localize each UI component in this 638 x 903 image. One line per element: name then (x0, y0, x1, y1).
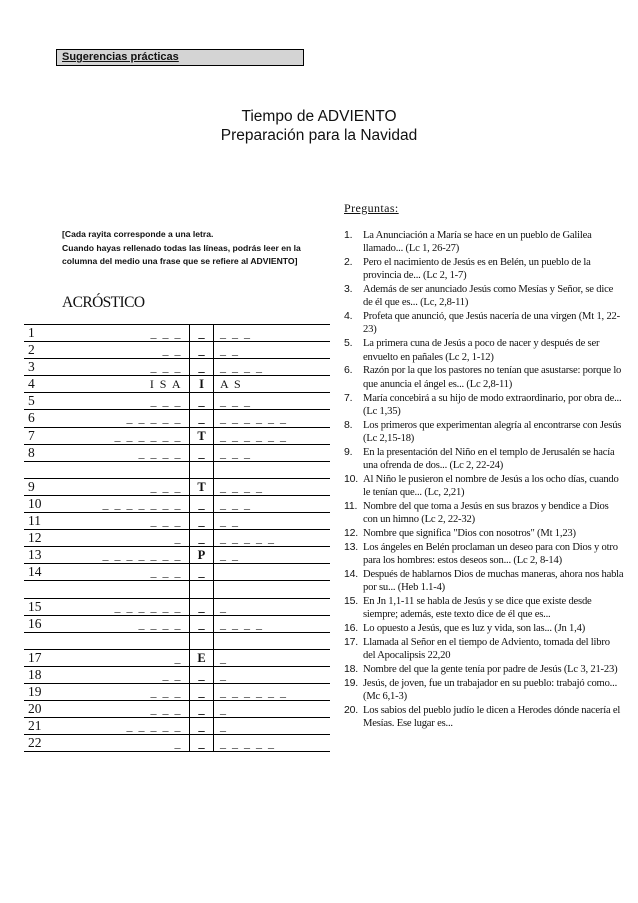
acrostic-row (24, 650, 330, 667)
question-item (344, 364, 624, 390)
acrostic-row-number: 18 (28, 666, 42, 682)
instructions (62, 228, 327, 269)
question-item (344, 622, 624, 635)
acrostic-right-blanks: _ _ (220, 343, 240, 358)
question-item (344, 595, 624, 621)
acrostic-row (24, 393, 330, 410)
page-title (0, 107, 638, 145)
question-text: Llamada al Señor en el tiempo de Adviento, tomada del libro del Apocalipsis 22,20 (363, 637, 610, 662)
acrostic-middle-column (189, 580, 214, 598)
question-item (344, 663, 624, 676)
acrostic-heading: ACRÓSTICO (62, 294, 145, 311)
acrostic-right-blanks: _ _ _ _ (220, 616, 264, 631)
acrostic-row (24, 684, 330, 701)
instructions-line-2: Cuando hayas rellenado todas las líneas, podrás leer en la (62, 242, 301, 253)
acrostic-row-number: 4 (28, 376, 35, 392)
acrostic-right-blanks: _ (220, 702, 228, 717)
question-text: Además de ser anunciado Jesús como Mesías y Señor, se dice de él que es... (Lc, 2,8-11) (363, 284, 614, 309)
acrostic-row (24, 547, 330, 564)
question-number: 19. (344, 677, 358, 690)
acrostic-row (24, 616, 330, 633)
question-item (344, 527, 624, 540)
acrostic-middle-letter: _ (198, 565, 205, 580)
acrostic-grid (24, 324, 330, 752)
acrostic-row-number: 7 (28, 427, 35, 443)
question-number: 3. (344, 283, 353, 296)
title-line-1: Tiempo de ADVIENTO (241, 108, 397, 125)
acrostic-left-blanks: _ _ _ _ _ _ (114, 428, 182, 443)
acrostic-row-number: 19 (28, 683, 42, 699)
acrostic-middle-letter: T (197, 428, 206, 443)
acrostic-row (24, 479, 330, 496)
question-number: 20. (344, 704, 358, 717)
question-number: 15. (344, 595, 358, 608)
acrostic-left-blanks: _ _ _ (150, 360, 182, 375)
acrostic-left-blanks: _ _ _ _ _ _ (114, 599, 182, 614)
acrostic-right-blanks: _ (220, 599, 228, 614)
instructions-line-3: columna del medio una frase que se refiere al ADVIENTO] (62, 256, 298, 266)
acrostic-left-blanks: _ _ _ _ (138, 445, 182, 460)
question-number: 7. (344, 391, 353, 404)
acrostic-row-number: 9 (28, 478, 35, 494)
acrostic-right-blanks: _ _ _ _ _ _ (220, 411, 288, 426)
question-text: Los ángeles en Belén proclaman un deseo para con Dios y otro para los hombres: estos deseos son... (Lc 2, 8-14) (363, 541, 618, 567)
question-text: Lo opuesto a Jesús, que es luz y vida, son las... (Jn 1,4) (363, 623, 586, 635)
question-item (344, 446, 624, 472)
acrostic-right-blanks: _ _ _ _ (220, 360, 264, 375)
acrostic-row (24, 445, 330, 462)
acrostic-middle-letter: _ (198, 360, 205, 375)
question-text: Jesús, de joven, fue un trabajador en su pueblo: trabajó como... (Mc 6,1-3) (363, 678, 618, 703)
acrostic-row (24, 718, 330, 735)
question-item (344, 541, 624, 567)
acrostic-left-blanks: _ _ _ _ _ (126, 719, 182, 734)
acrostic-left-blanks: _ (174, 650, 182, 665)
acrostic-row (24, 599, 330, 616)
question-item (344, 677, 624, 703)
acrostic-left-blanks: I S A (149, 377, 182, 392)
acrostic-right-blanks: _ _ _ _ _ _ (220, 684, 288, 699)
instructions-line-1: [Cada rayita corresponde a una letra. (62, 229, 214, 239)
acrostic-right-blanks: A S (220, 377, 243, 392)
acrostic-row (24, 530, 330, 547)
acrostic-row (24, 513, 330, 530)
acrostic-middle-letter: _ (198, 531, 205, 546)
acrostic-row (24, 667, 330, 684)
acrostic-left-blanks: _ _ _ (150, 326, 182, 340)
acrostic-left-blanks: _ _ _ _ (138, 616, 182, 631)
question-text: Los primeros que experimentan alegría al encontrarse con Jesús (Lc 2,15-18) (363, 419, 622, 444)
acrostic-left-blanks: _ _ _ (150, 514, 182, 529)
acrostic-left-blanks: _ (174, 531, 182, 546)
acrostic-right-blanks: _ _ _ _ _ (220, 736, 276, 751)
acrostic-right-blanks: _ _ _ _ _ _ (220, 428, 288, 443)
acrostic-right-blanks: _ _ (220, 548, 240, 563)
question-item (344, 229, 624, 255)
acrostic-left-blanks: _ _ _ _ _ _ _ (102, 496, 182, 511)
acrostic-middle-letter: _ (198, 514, 205, 529)
question-item (344, 568, 624, 594)
acrostic-middle-column (189, 632, 214, 650)
acrostic-row-number: 10 (28, 495, 42, 511)
question-text: Profeta que anunció, que Jesús nacería de una virgen (Mt 1, 22-23) (363, 311, 620, 336)
question-text: Los sabios del pueblo judío le dicen a Herodes dónde nacería el Mesías. Ese lugar es... (363, 705, 621, 730)
acrostic-left-blanks: _ (174, 736, 182, 751)
question-text: Después de hablarnos Dios de muchas maneras, ahora nos habla por su... (Heb 1.1-4) (363, 569, 624, 594)
acrostic-row-number: 8 (28, 444, 35, 460)
acrostic-middle-column (189, 461, 214, 479)
title-line-2: Preparación para la Navidad (220, 127, 418, 144)
acrostic-middle-letter: _ (198, 411, 205, 426)
acrostic-row-number: 12 (28, 530, 42, 546)
acrostic-row-number: 3 (28, 359, 35, 375)
acrostic-middle-letter: T (197, 479, 206, 494)
question-number: 12. (344, 527, 358, 540)
question-item (344, 473, 624, 499)
question-text: La Anunciación a María se hace en un pueblo de Galilea llamado... (Lc 1, 26-27) (363, 230, 592, 255)
acrostic-left-blanks: _ _ _ (150, 479, 182, 494)
acrostic-middle-letter: E (197, 650, 206, 665)
acrostic-row (24, 701, 330, 718)
question-item (344, 419, 624, 445)
acrostic-left-blanks: _ _ _ (150, 684, 182, 699)
question-text: Nombre del que la gente tenía por padre de Jesús (Lc 3, 21-23) (363, 664, 618, 676)
acrostic-middle-letter: _ (198, 394, 205, 409)
acrostic-row-number: 21 (28, 718, 42, 734)
acrostic-right-blanks: _ _ _ _ _ (220, 531, 276, 546)
acrostic-row-number: 14 (28, 564, 42, 580)
acrostic-row (24, 359, 330, 376)
question-text: Al Niño le pusieron el nombre de Jesús a los ocho días, cuando le tenían que... (Lc, 2,21) (363, 473, 619, 499)
acrostic-row-number: 15 (28, 598, 42, 614)
acrostic-middle-letter: _ (198, 343, 205, 358)
acrostic-row (24, 342, 330, 359)
question-text: María concebirá a su hijo de modo extraordinario, por obra de... (Lc 1,35) (363, 392, 622, 417)
acrostic-left-blanks: _ _ _ (150, 565, 182, 580)
acrostic-row (24, 496, 330, 513)
acrostic-middle-letter: _ (198, 702, 205, 717)
section-header-box (56, 49, 304, 66)
acrostic-row-number: 11 (28, 513, 41, 529)
question-text: Pero el nacimiento de Jesús es en Belén, un pueblo de la provincia de... (Lc 2, 1-7) (363, 257, 591, 282)
question-text: Nombre que significa "Dios con nosotros" (Mt 1,23) (363, 528, 576, 540)
acrostic-middle-letter: _ (198, 719, 205, 734)
question-number: 14. (344, 568, 358, 581)
acrostic-middle-letter: I (199, 377, 204, 392)
acrostic-middle-letter: _ (198, 496, 205, 511)
acrostic-row (24, 633, 330, 650)
question-item (344, 283, 624, 309)
acrostic-right-blanks: _ _ _ (220, 445, 252, 460)
question-text: La primera cuna de Jesús a poco de nacer y después de ser envuelto en pañales (Lc 2, 1-12) (363, 338, 600, 363)
acrostic-middle-letter: _ (198, 326, 205, 340)
question-item (344, 337, 624, 363)
acrostic-row-number: 17 (28, 649, 42, 665)
acrostic-middle-letter: _ (198, 667, 205, 682)
question-number: 18. (344, 663, 358, 676)
question-number: 5. (344, 337, 353, 350)
question-number: 8. (344, 418, 353, 431)
question-number: 9. (344, 445, 353, 458)
acrostic-right-blanks: _ _ _ _ (220, 479, 264, 494)
questions-heading: Preguntas: (344, 201, 399, 215)
acrostic-row (24, 410, 330, 427)
acrostic-right-blanks: _ _ _ (220, 326, 252, 340)
acrostic-middle-letter: _ (198, 736, 205, 751)
question-number: 13. (344, 540, 358, 553)
acrostic-row (24, 581, 330, 598)
acrostic-row (24, 325, 330, 342)
acrostic-row-number: 13 (28, 547, 42, 563)
question-item (344, 500, 624, 526)
acrostic-row-number: 16 (28, 615, 42, 631)
acrostic-right-blanks: _ _ _ (220, 496, 252, 511)
acrostic-row-number: 20 (28, 701, 42, 717)
acrostic-row-number: 5 (28, 393, 35, 409)
acrostic-middle-letter: _ (198, 684, 205, 699)
acrostic-right-blanks: _ _ _ (220, 394, 252, 409)
question-item (344, 704, 624, 730)
acrostic-left-blanks: _ _ (162, 343, 182, 358)
acrostic-left-blanks: _ _ _ (150, 702, 182, 717)
acrostic-middle-letter: _ (198, 445, 205, 460)
question-number: 10. (344, 472, 358, 485)
question-text: En la presentación del Niño en el templo de Jerusalén se hacía una ofrenda de dos... (Lc 2, 22-24) (363, 446, 615, 471)
question-number: 4. (344, 310, 353, 323)
question-item (344, 392, 624, 418)
questions-list (344, 229, 624, 731)
acrostic-row-number: 6 (28, 410, 35, 426)
question-number: 2. (344, 256, 353, 269)
question-number: 1. (344, 229, 353, 241)
acrostic-row (24, 462, 330, 479)
question-number: 6. (344, 364, 353, 377)
acrostic-left-blanks: _ _ _ _ _ (126, 411, 182, 426)
question-number: 17. (344, 636, 358, 649)
question-number: 11. (344, 499, 358, 512)
acrostic-left-blanks: _ _ (162, 667, 182, 682)
question-text: Razón por la que los pastores no tenían que asustarse: porque lo que anuncia el ángel es... (Lc 2,8-11) (363, 365, 622, 390)
acrostic-row (24, 735, 330, 752)
question-item (344, 256, 624, 282)
acrostic-right-blanks: _ _ (220, 514, 240, 529)
acrostic-right-blanks: _ (220, 667, 228, 682)
question-item (344, 636, 624, 662)
question-text: Nombre del que toma a Jesús en sus brazos y bendice a Dios con un himno (Lc 2, 22-32) (363, 500, 609, 526)
question-item (344, 310, 624, 336)
acrostic-middle-letter: _ (198, 599, 205, 614)
acrostic-left-blanks: _ _ _ (150, 394, 182, 409)
acrostic-right-blanks: _ (220, 650, 228, 665)
acrostic-middle-letter: _ (198, 616, 205, 631)
acrostic-middle-letter: P (197, 548, 206, 563)
acrostic-row-number: 2 (28, 342, 35, 358)
acrostic-row (24, 564, 330, 581)
acrostic-left-blanks: _ _ _ _ _ _ _ (102, 548, 182, 563)
acrostic-row-number: 1 (28, 325, 35, 340)
section-label: Sugerencias prácticas (62, 51, 179, 63)
acrostic-row (24, 428, 330, 445)
acrostic-row-number: 22 (28, 735, 42, 751)
question-text: En Jn 1,1-11 se habla de Jesús y se dice que existe desde siempre; además, este texto dice de él que es... (363, 596, 592, 621)
acrostic-right-blanks: _ (220, 719, 228, 734)
question-number: 16. (344, 622, 358, 635)
acrostic-row (24, 376, 330, 393)
